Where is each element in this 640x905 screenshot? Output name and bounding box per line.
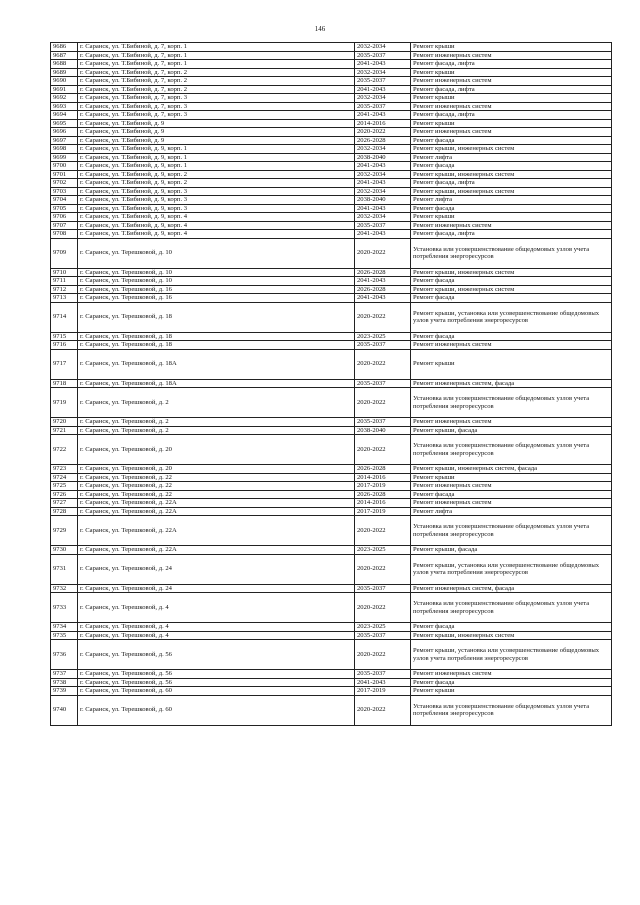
row-address: г. Саранск, ул. Терешковой, д. 56	[78, 640, 355, 670]
row-work-type: Ремонт инженерных систем	[411, 341, 612, 350]
row-number: 9697	[51, 136, 78, 145]
row-period: 2014-2016	[355, 473, 411, 482]
row-address: г. Саранск, ул. Т.Бибиной, д. 9, корп. 4	[78, 230, 355, 239]
table-row	[51, 179, 612, 188]
row-number: 9701	[51, 170, 78, 179]
row-work-type: Ремонт фасада, лифта	[411, 60, 612, 69]
table-row	[51, 213, 612, 222]
table-row	[51, 60, 612, 69]
row-number: 9726	[51, 490, 78, 499]
table-row	[51, 687, 612, 696]
row-period: 2035-2037	[355, 51, 411, 60]
row-period: 2020-2022	[355, 128, 411, 137]
row-number: 9700	[51, 162, 78, 171]
table-row	[51, 204, 612, 213]
row-work-type: Ремонт крыши, фасада	[411, 426, 612, 435]
table-row	[51, 379, 612, 388]
row-number: 9699	[51, 153, 78, 162]
row-number: 9705	[51, 204, 78, 213]
row-work-type: Ремонт инженерных систем, фасада	[411, 584, 612, 593]
row-address: г. Саранск, ул. Т.Бибиной, д. 7, корп. 2	[78, 77, 355, 86]
row-number: 9722	[51, 435, 78, 465]
table-row	[51, 277, 612, 286]
table-row	[51, 136, 612, 145]
row-address: г. Саранск, ул. Терешковой, д. 20	[78, 465, 355, 474]
row-number: 9704	[51, 196, 78, 205]
row-work-type: Ремонт крыши, установка или усовершенствование общедомовых узлов учета потребления энергоресурсов	[411, 554, 612, 584]
row-work-type: Ремонт фасада, лифта	[411, 85, 612, 94]
row-work-type: Ремонт инженерных систем	[411, 51, 612, 60]
row-address: г. Саранск, ул. Терешковой, д. 4	[78, 593, 355, 623]
row-period: 2020-2022	[355, 516, 411, 546]
row-number: 9732	[51, 584, 78, 593]
row-number: 9709	[51, 238, 78, 268]
table-row	[51, 51, 612, 60]
row-number: 9711	[51, 277, 78, 286]
row-address: г. Саранск, ул. Т.Бибиной, д. 9, корп. 1	[78, 145, 355, 154]
row-address: г. Саранск, ул. Терешковой, д. 16	[78, 294, 355, 303]
row-period: 2026-2028	[355, 268, 411, 277]
row-work-type: Ремонт крыши, установка или усовершенствование общедомовых узлов учета потребления энергоресурсов	[411, 302, 612, 332]
table-row	[51, 670, 612, 679]
row-period: 2026-2028	[355, 136, 411, 145]
row-number: 9702	[51, 179, 78, 188]
row-number: 9723	[51, 465, 78, 474]
row-work-type: Ремонт крыши, инженерных систем	[411, 285, 612, 294]
table-row	[51, 119, 612, 128]
table-row	[51, 128, 612, 137]
table-row	[51, 285, 612, 294]
row-address: г. Саранск, ул. Терешковой, д. 10	[78, 277, 355, 286]
table-row	[51, 68, 612, 77]
row-number: 9687	[51, 51, 78, 60]
row-period: 2041-2043	[355, 277, 411, 286]
row-period: 2041-2043	[355, 294, 411, 303]
row-period: 2038-2040	[355, 153, 411, 162]
row-work-type: Ремонт крыши, фасада	[411, 546, 612, 555]
row-period: 2035-2037	[355, 102, 411, 111]
row-work-type: Ремонт инженерных систем	[411, 221, 612, 230]
row-address: г. Саранск, ул. Т.Бибиной, д. 9, корп. 2	[78, 179, 355, 188]
row-work-type: Установка или усовершенствование общедомовых узлов учета потребления энергоресурсов	[411, 435, 612, 465]
row-address: г. Саранск, ул. Т.Бибиной, д. 9, корп. 3	[78, 196, 355, 205]
row-work-type: Ремонт крыши, инженерных систем	[411, 631, 612, 640]
row-period: 2041-2043	[355, 230, 411, 239]
row-period: 2020-2022	[355, 302, 411, 332]
table-row	[51, 507, 612, 516]
row-address: г. Саранск, ул. Т.Бибиной, д. 9, корп. 4	[78, 221, 355, 230]
row-period: 2026-2028	[355, 285, 411, 294]
row-address: г. Саранск, ул. Терешковой, д. 56	[78, 670, 355, 679]
row-address: г. Саранск, ул. Терешковой, д. 4	[78, 623, 355, 632]
row-address: г. Саранск, ул. Терешковой, д. 60	[78, 687, 355, 696]
row-address: г. Саранск, ул. Т.Бибиной, д. 9	[78, 128, 355, 137]
page-number: 146	[314, 25, 326, 33]
row-work-type: Ремонт инженерных систем	[411, 102, 612, 111]
row-address: г. Саранск, ул. Т.Бибиной, д. 7, корп. 2	[78, 68, 355, 77]
row-work-type: Ремонт инженерных систем	[411, 128, 612, 137]
row-address: г. Саранск, ул. Терешковой, д. 24	[78, 554, 355, 584]
table-row	[51, 426, 612, 435]
table-body	[51, 43, 612, 726]
row-address: г. Саранск, ул. Терешковой, д. 2	[78, 388, 355, 418]
row-work-type: Ремонт лифта	[411, 153, 612, 162]
row-period: 2035-2037	[355, 670, 411, 679]
row-address: г. Саранск, ул. Терешковой, д. 10	[78, 268, 355, 277]
row-period: 2041-2043	[355, 111, 411, 120]
row-work-type: Ремонт инженерных систем	[411, 482, 612, 491]
row-address: г. Саранск, ул. Т.Бибиной, д. 7, корп. 3	[78, 102, 355, 111]
row-period: 2020-2022	[355, 554, 411, 584]
capital-repair-table	[50, 42, 612, 726]
row-period: 2041-2043	[355, 204, 411, 213]
row-number: 9739	[51, 687, 78, 696]
row-address: г. Саранск, ул. Терешковой, д. 22	[78, 473, 355, 482]
row-period: 2020-2022	[355, 388, 411, 418]
row-number: 9703	[51, 187, 78, 196]
table-row	[51, 102, 612, 111]
row-work-type: Ремонт фасада	[411, 277, 612, 286]
row-address: г. Саранск, ул. Терешковой, д. 20	[78, 435, 355, 465]
row-number: 9720	[51, 418, 78, 427]
row-number: 9694	[51, 111, 78, 120]
row-address: г. Саранск, ул. Терешковой, д. 18	[78, 341, 355, 350]
row-number: 9689	[51, 68, 78, 77]
row-work-type: Ремонт крыши, инженерных систем, фасада	[411, 465, 612, 474]
table-row	[51, 187, 612, 196]
row-address: г. Саранск, ул. Терешковой, д. 22А	[78, 499, 355, 508]
row-work-type: Ремонт фасада	[411, 204, 612, 213]
row-address: г. Саранск, ул. Т.Бибиной, д. 7, корп. 1	[78, 60, 355, 69]
row-period: 2041-2043	[355, 179, 411, 188]
row-period: 2020-2022	[355, 435, 411, 465]
row-number: 9734	[51, 623, 78, 632]
row-work-type: Ремонт фасада	[411, 162, 612, 171]
table-row	[51, 111, 612, 120]
row-work-type: Ремонт крыши, инженерных систем	[411, 145, 612, 154]
table-row	[51, 388, 612, 418]
row-address: г. Саранск, ул. Терешковой, д. 22	[78, 482, 355, 491]
row-period: 2032-2034	[355, 170, 411, 179]
row-work-type: Ремонт инженерных систем	[411, 670, 612, 679]
row-number: 9730	[51, 546, 78, 555]
row-work-type: Установка или усовершенствование общедомовых узлов учета потребления энергоресурсов	[411, 238, 612, 268]
row-period: 2032-2034	[355, 187, 411, 196]
row-work-type: Ремонт крыши	[411, 473, 612, 482]
row-work-type: Ремонт фасада, лифта	[411, 179, 612, 188]
row-work-type: Ремонт крыши, инженерных систем	[411, 170, 612, 179]
row-number: 9738	[51, 678, 78, 687]
table-row	[51, 230, 612, 239]
row-number: 9727	[51, 499, 78, 508]
row-number: 9721	[51, 426, 78, 435]
row-work-type: Ремонт фасада	[411, 332, 612, 341]
table-row	[51, 349, 612, 379]
table-row	[51, 302, 612, 332]
table-row	[51, 623, 612, 632]
row-number: 9718	[51, 379, 78, 388]
row-work-type: Ремонт крыши, установка или усовершенствование общедомовых узлов учета потребления энергоресурсов	[411, 640, 612, 670]
row-number: 9729	[51, 516, 78, 546]
row-period: 2041-2043	[355, 162, 411, 171]
row-address: г. Саранск, ул. Терешковой, д. 10	[78, 238, 355, 268]
row-period: 2017-2019	[355, 507, 411, 516]
row-period: 2035-2037	[355, 341, 411, 350]
row-address: г. Саранск, ул. Терешковой, д. 60	[78, 695, 355, 725]
row-number: 9691	[51, 85, 78, 94]
row-address: г. Саранск, ул. Терешковой, д. 2	[78, 426, 355, 435]
row-number: 9728	[51, 507, 78, 516]
row-address: г. Саранск, ул. Терешковой, д. 18	[78, 302, 355, 332]
table-row	[51, 221, 612, 230]
row-number: 9707	[51, 221, 78, 230]
row-number: 9733	[51, 593, 78, 623]
row-address: г. Саранск, ул. Т.Бибиной, д. 9, корп. 3	[78, 187, 355, 196]
row-work-type: Ремонт фасада	[411, 623, 612, 632]
table-row	[51, 554, 612, 584]
row-period: 2035-2037	[355, 418, 411, 427]
row-address: г. Саранск, ул. Терешковой, д. 24	[78, 584, 355, 593]
table-row	[51, 162, 612, 171]
row-work-type: Ремонт фасада	[411, 490, 612, 499]
row-number: 9696	[51, 128, 78, 137]
row-number: 9714	[51, 302, 78, 332]
row-work-type: Ремонт крыши	[411, 119, 612, 128]
table-row	[51, 94, 612, 103]
row-number: 9735	[51, 631, 78, 640]
row-address: г. Саранск, ул. Т.Бибиной, д. 9, корп. 1	[78, 153, 355, 162]
row-address: г. Саранск, ул. Т.Бибиной, д. 9	[78, 136, 355, 145]
row-period: 2023-2025	[355, 623, 411, 632]
row-number: 9715	[51, 332, 78, 341]
row-work-type: Ремонт инженерных систем	[411, 77, 612, 86]
row-number: 9724	[51, 473, 78, 482]
row-period: 2032-2034	[355, 145, 411, 154]
row-work-type: Ремонт крыши	[411, 94, 612, 103]
row-address: г. Саранск, ул. Терешковой, д. 22А	[78, 507, 355, 516]
row-address: г. Саранск, ул. Т.Бибиной, д. 7, корп. 1	[78, 43, 355, 52]
table-row	[51, 482, 612, 491]
table-row	[51, 43, 612, 52]
row-number: 9712	[51, 285, 78, 294]
table-row	[51, 85, 612, 94]
table-row	[51, 418, 612, 427]
row-work-type: Ремонт фасада	[411, 136, 612, 145]
row-address: г. Саранск, ул. Терешковой, д. 22	[78, 490, 355, 499]
row-number: 9688	[51, 60, 78, 69]
row-work-type: Ремонт крыши	[411, 68, 612, 77]
row-period: 2032-2034	[355, 94, 411, 103]
row-period: 2032-2034	[355, 43, 411, 52]
row-address: г. Саранск, ул. Т.Бибиной, д. 9, корп. 4	[78, 213, 355, 222]
row-period: 2035-2037	[355, 379, 411, 388]
row-address: г. Саранск, ул. Т.Бибиной, д. 7, корп. 3	[78, 111, 355, 120]
row-address: г. Саранск, ул. Терешковой, д. 16	[78, 285, 355, 294]
row-address: г. Саранск, ул. Т.Бибиной, д. 7, корп. 3	[78, 94, 355, 103]
row-work-type: Ремонт фасада	[411, 294, 612, 303]
row-address: г. Саранск, ул. Т.Бибиной, д. 9, корп. 2	[78, 170, 355, 179]
table-row	[51, 593, 612, 623]
row-number: 9716	[51, 341, 78, 350]
row-period: 2020-2022	[355, 640, 411, 670]
row-work-type: Установка или усовершенствование общедомовых узлов учета потребления энергоресурсов	[411, 388, 612, 418]
row-address: г. Саранск, ул. Терешковой, д. 22А	[78, 516, 355, 546]
row-period: 2017-2019	[355, 482, 411, 491]
row-address: г. Саранск, ул. Терешковой, д. 4	[78, 631, 355, 640]
row-number: 9686	[51, 43, 78, 52]
table-row	[51, 631, 612, 640]
row-period: 2032-2034	[355, 213, 411, 222]
row-number: 9731	[51, 554, 78, 584]
table-row	[51, 238, 612, 268]
row-work-type: Установка или усовершенствование общедомовых узлов учета потребления энергоресурсов	[411, 516, 612, 546]
row-period: 2041-2043	[355, 60, 411, 69]
row-address: г. Саранск, ул. Терешковой, д. 18	[78, 332, 355, 341]
row-work-type: Ремонт фасада	[411, 678, 612, 687]
row-address: г. Саранск, ул. Т.Бибиной, д. 7, корп. 2	[78, 85, 355, 94]
row-period: 2014-2016	[355, 499, 411, 508]
table-row	[51, 170, 612, 179]
row-number: 9740	[51, 695, 78, 725]
row-period: 2035-2037	[355, 77, 411, 86]
row-period: 2023-2025	[355, 546, 411, 555]
table-row	[51, 196, 612, 205]
row-period: 2020-2022	[355, 593, 411, 623]
row-address: г. Саранск, ул. Т.Бибиной, д. 7, корп. 1	[78, 51, 355, 60]
row-address: г. Саранск, ул. Терешковой, д. 18А	[78, 349, 355, 379]
table-row	[51, 294, 612, 303]
table-row	[51, 77, 612, 86]
row-work-type: Ремонт крыши	[411, 213, 612, 222]
row-period: 2041-2043	[355, 678, 411, 687]
row-number: 9737	[51, 670, 78, 679]
row-number: 9690	[51, 77, 78, 86]
table-row	[51, 153, 612, 162]
row-work-type: Установка или усовершенствование общедомовых узлов учета потребления энергоресурсов	[411, 593, 612, 623]
row-period: 2017-2019	[355, 687, 411, 696]
row-number: 9695	[51, 119, 78, 128]
row-work-type: Ремонт крыши	[411, 687, 612, 696]
row-period: 2041-2043	[355, 85, 411, 94]
row-period: 2038-2040	[355, 196, 411, 205]
table-row	[51, 640, 612, 670]
row-work-type: Ремонт крыши, инженерных систем	[411, 268, 612, 277]
row-work-type: Ремонт инженерных систем	[411, 499, 612, 508]
row-period: 2032-2034	[355, 68, 411, 77]
row-period: 2014-2016	[355, 119, 411, 128]
row-work-type: Ремонт фасада, лифта	[411, 230, 612, 239]
row-period: 2020-2022	[355, 349, 411, 379]
table-row	[51, 678, 612, 687]
row-address: г. Саранск, ул. Терешковой, д. 2	[78, 418, 355, 427]
row-period: 2023-2025	[355, 332, 411, 341]
row-period: 2035-2037	[355, 221, 411, 230]
table-row	[51, 473, 612, 482]
row-number: 9719	[51, 388, 78, 418]
row-number: 9708	[51, 230, 78, 239]
table-row	[51, 490, 612, 499]
row-number: 9713	[51, 294, 78, 303]
table-row	[51, 695, 612, 725]
row-work-type: Ремонт фасада, лифта	[411, 111, 612, 120]
row-work-type: Ремонт инженерных систем, фасада	[411, 379, 612, 388]
row-number: 9717	[51, 349, 78, 379]
row-period: 2020-2022	[355, 695, 411, 725]
row-period: 2038-2040	[355, 426, 411, 435]
row-period: 2020-2022	[355, 238, 411, 268]
row-number: 9725	[51, 482, 78, 491]
table-row	[51, 516, 612, 546]
row-work-type: Ремонт крыши	[411, 43, 612, 52]
row-work-type: Ремонт крыши, инженерных систем	[411, 187, 612, 196]
table-row	[51, 145, 612, 154]
table-row	[51, 341, 612, 350]
row-address: г. Саранск, ул. Т.Бибиной, д. 9, корп. 1	[78, 162, 355, 171]
row-work-type: Ремонт крыши	[411, 349, 612, 379]
row-period: 2026-2028	[355, 490, 411, 499]
table-row	[51, 584, 612, 593]
row-number: 9692	[51, 94, 78, 103]
row-number: 9693	[51, 102, 78, 111]
row-work-type: Ремонт лифта	[411, 507, 612, 516]
table-row	[51, 332, 612, 341]
row-period: 2035-2037	[355, 631, 411, 640]
table-row	[51, 435, 612, 465]
table-row	[51, 499, 612, 508]
table-row	[51, 465, 612, 474]
row-period: 2035-2037	[355, 584, 411, 593]
row-work-type: Ремонт инженерных систем	[411, 418, 612, 427]
row-number: 9710	[51, 268, 78, 277]
row-period: 2026-2028	[355, 465, 411, 474]
row-address: г. Саранск, ул. Т.Бибиной, д. 9	[78, 119, 355, 128]
row-address: г. Саранск, ул. Терешковой, д. 18А	[78, 379, 355, 388]
table-row	[51, 268, 612, 277]
row-number: 9736	[51, 640, 78, 670]
table-row	[51, 546, 612, 555]
row-number: 9706	[51, 213, 78, 222]
row-work-type: Ремонт лифта	[411, 196, 612, 205]
row-address: г. Саранск, ул. Терешковой, д. 22А	[78, 546, 355, 555]
row-number: 9698	[51, 145, 78, 154]
row-address: г. Саранск, ул. Т.Бибиной, д. 9, корп. 3	[78, 204, 355, 213]
row-address: г. Саранск, ул. Терешковой, д. 56	[78, 678, 355, 687]
row-work-type: Установка или усовершенствование общедомовых узлов учета потребления энергоресурсов	[411, 695, 612, 725]
